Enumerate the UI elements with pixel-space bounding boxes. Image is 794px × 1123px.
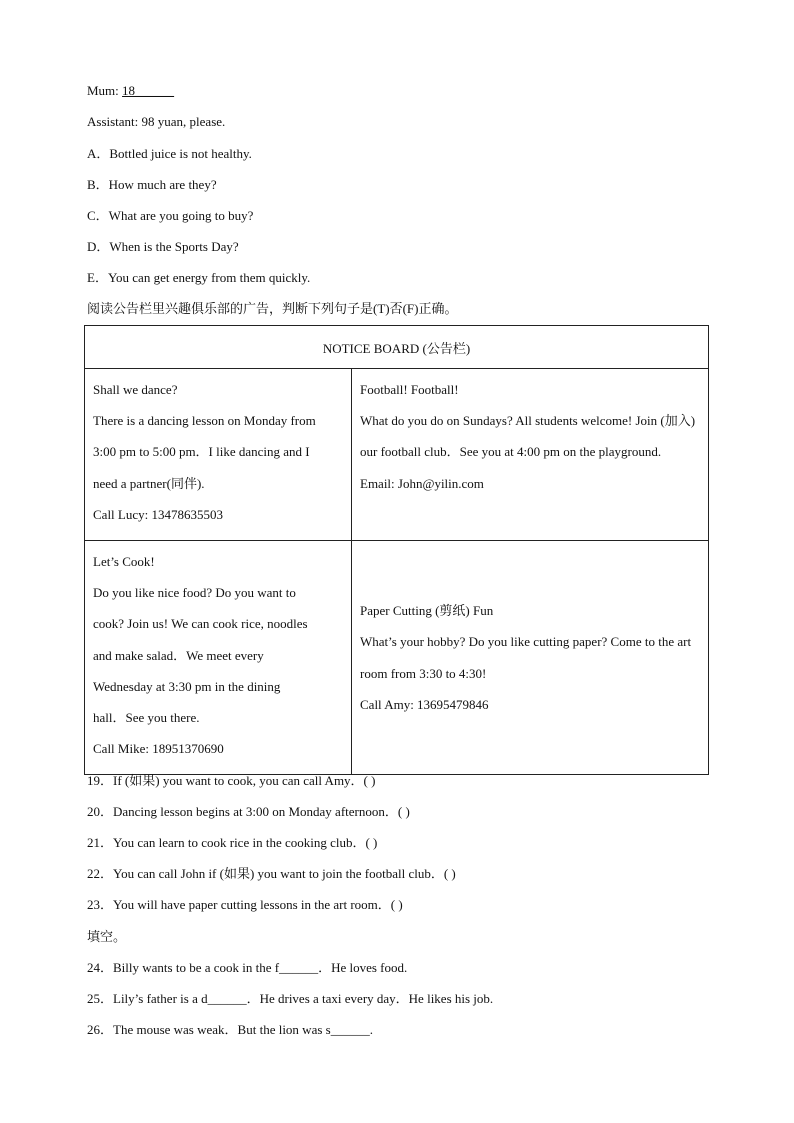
dance-notice: [85, 369, 352, 541]
cook-title: Let’s Cook!: [93, 554, 155, 569]
notice-board-title: NOTICE BOARD (公告栏): [85, 326, 709, 369]
football-text: What do you do on Sundays? All students welcome! Join (加入) our football club．See you at 4:00 pm on the playground.: [360, 413, 696, 460]
cook-notice: [85, 541, 352, 775]
reading-instruction: 阅读公告栏里兴趣俱乐部的广告，判断下列句子是(T)否(F)正确。: [87, 301, 458, 316]
question-24: 24．Billy wants to be a cook in the f______．He loves food.: [87, 960, 408, 975]
cook-text-line: cook? Join us! We can cook rice, noodles: [93, 616, 308, 632]
dance-contact: Call Lucy: 13478635503: [93, 506, 223, 522]
question-22: 22．You can call John if (如果) you want to join the football club．( ): [87, 866, 456, 881]
option-d: D．When is the Sports Day?: [87, 239, 239, 254]
option-e: E．You can get energy from them quickly.: [87, 270, 311, 285]
mum-line: [87, 83, 174, 99]
mum-label: Mum:: [87, 83, 119, 98]
assistant-line: Assistant: 98 yuan, please.: [87, 114, 226, 129]
cook-text-line: Do you like nice food? Do you want to: [93, 585, 296, 601]
notice-board-table: [84, 325, 709, 775]
option-a: A．Bottled juice is not healthy.: [87, 146, 252, 161]
question-20: 20．Dancing lesson begins at 3:00 on Monday afternoon．( ): [87, 804, 410, 819]
option-c: C．What are you going to buy?: [87, 208, 254, 223]
dance-text-line: 3:00 pm to 5:00 pm．I like dancing and I: [93, 444, 310, 460]
question-23: 23．You will have paper cutting lessons in the art room．( ): [87, 897, 403, 912]
cook-text-line: Wednesday at 3:30 pm in the dining: [93, 678, 281, 694]
football-notice: [352, 369, 709, 541]
cook-text-line: hall．See you there.: [93, 709, 200, 725]
dance-title: Shall we dance?: [93, 382, 178, 397]
dance-text-line: There is a dancing lesson on Monday from: [93, 413, 316, 429]
option-b: B．How much are they?: [87, 177, 217, 192]
fill-instruction: 填空。: [87, 929, 127, 944]
question-19: 19．If (如果) you want to cook, you can call Amy．( ): [87, 773, 376, 788]
cook-contact: Call Mike: 18951370690: [93, 741, 224, 757]
football-contact: Email: John@yilin.com: [360, 475, 484, 491]
paper-cutting-notice: [352, 541, 709, 775]
paper-cutting-text: What’s your hobby? Do you like cutting paper? Come to the art room from 3:30 to 4:30!: [360, 634, 692, 681]
dance-text-line: need a partner(同伴).: [93, 475, 205, 491]
paper-cutting-title: Paper Cutting (剪纸) Fun: [360, 603, 494, 619]
cook-text-line: and make salad．We meet every: [93, 647, 264, 663]
question-25: 25．Lily’s father is a d______．He drives a taxi every day．He likes his job.: [87, 991, 494, 1006]
football-title: Football! Football!: [360, 382, 459, 397]
mum-answer-blank: 18______: [122, 83, 175, 98]
question-21: 21．You can learn to cook rice in the cooking club．( ): [87, 835, 378, 850]
paper-cutting-contact: Call Amy: 13695479846: [360, 696, 489, 712]
question-26: 26．The mouse was weak．But the lion was s______.: [87, 1022, 373, 1037]
